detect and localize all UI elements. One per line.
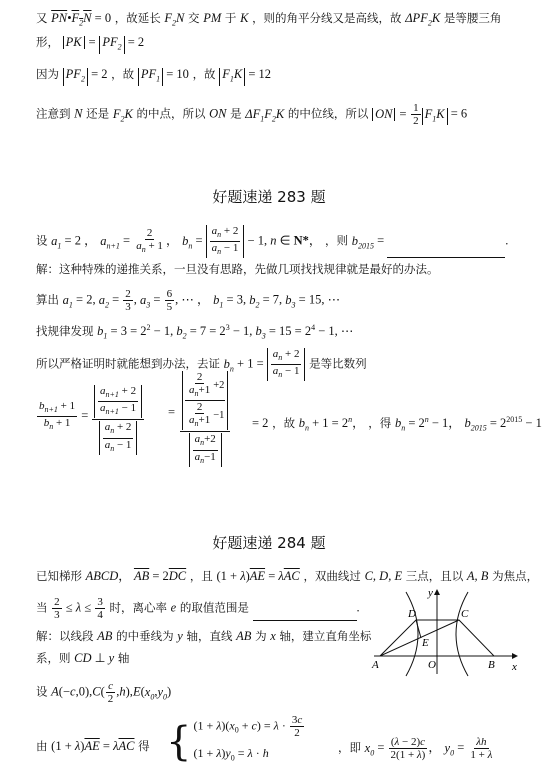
- text: 由: [36, 739, 48, 753]
- text: ，则的角平分线又是高线，故: [252, 11, 402, 25]
- text: 设: [36, 233, 48, 248]
- p284-solution-1: 解：以线段 AB 的中垂线为 y 轴，直线 AB 为 x 轴，建立直角坐标: [36, 629, 372, 643]
- text: 注意到: [36, 106, 71, 121]
- top-line-2: 形， PK = $PF_2 = 2$: [36, 35, 145, 52]
- hyperbola-right-branch: [456, 592, 468, 676]
- y-label: y: [428, 587, 433, 599]
- text: 算出: [36, 292, 59, 307]
- point-d-label: D: [408, 608, 416, 620]
- p283-solution-intro: 解：这种特殊的递推关系，一旦没有思路，先做几项找找规律就是最好的办法。: [36, 262, 439, 276]
- text: 系，则: [36, 651, 71, 665]
- point-c-label: C: [461, 608, 469, 620]
- text: 为焦点，: [492, 569, 539, 583]
- p284-question-1: 已知梯形 ABCD， $\overline{AB} = 2\overline{DC}$ ，且 $(1 + \lambda)\overline{AE} = \lambda\overline{AC}$ ，双曲线过 C, D, E 三点，且以 A, B 为焦点，: [36, 569, 539, 583]
- text: ，得: [368, 416, 392, 431]
- p283-calc: 算出 $a_1 = 2$, $a_2$ = $\frac{2}{3}$ , $a_3$ = $\frac{6}{5}$ , ⋯ ， $b_1 = 3$, $b_2 = 7$, $b_3 = 15$, ⋯: [36, 288, 341, 313]
- text: 于: [224, 11, 237, 25]
- text: 所以严格证明时就能想到办法，去证: [36, 356, 220, 371]
- text: 找规律发现: [36, 324, 94, 339]
- problem-284-title: 好题速递 284 题: [212, 534, 326, 552]
- p283-ratio-rhs: $\frac{2}{a_n+1}$ +2 $\frac{2}{a_n+1}$ −1 $\frac{a_n+2}{a_n-1}$: [180, 370, 230, 468]
- text: ，故: [272, 416, 296, 431]
- text: 轴，建立直角坐标: [279, 629, 372, 643]
- text: 时，离心率: [109, 600, 167, 615]
- point-a-label: A: [372, 659, 379, 671]
- hyperbola-left-branch: [406, 592, 418, 676]
- p283-ratio-mid: $\frac{\frac{a_{n+1} + 2}{a_{n+1} - 1}}{\frac{a_n + 2}{a_n - 1}}$: [92, 384, 144, 456]
- answer-blank[interactable]: [253, 620, 357, 621]
- p283-prove: 所以严格证明时就能想到办法，去证 $b_n + 1$ = $\frac{a_n + 2}{a_n - 1}$ 是等比数列: [36, 348, 367, 380]
- top-line-4: 注意到 N 还是 $F_2K$ 的中点，所以 ON 是 $\Delta F_1F_2K$ 的中位线，所以 ON = $\frac{1}{2}$ $F_1K = 6$: [36, 102, 468, 127]
- p284-solve: ，即 $x_0$ = $\frac{(\lambda - 2)c}{2(1 + \lambda)}$ ， $y_0$ = $\frac{\lambda h}{1 + \lambda}$: [338, 736, 493, 761]
- x-axis-arrow: [512, 653, 518, 659]
- text: 已知梯形: [36, 569, 82, 583]
- text: 还是: [86, 106, 110, 121]
- text: 解：以线段: [36, 629, 94, 643]
- answer-blank[interactable]: [387, 257, 505, 258]
- text: 为: [255, 629, 267, 643]
- text: 交: [188, 11, 200, 25]
- text: 轴: [117, 651, 130, 665]
- text: 是: [230, 106, 242, 121]
- text: 的中垂线为: [116, 629, 174, 643]
- text: ，则: [325, 233, 349, 248]
- x-label: x: [512, 661, 517, 673]
- origin-label: O: [428, 659, 436, 671]
- p283-ratio-lhs: $\frac{b_{n+1} + 1}{b_n + 1}$ =: [39, 400, 89, 432]
- text: 的中点，所以: [136, 106, 206, 121]
- p284-question-2: 当 $\frac{2}{3}$ ≤ λ ≤ $\frac{3}{4}$ 时，离心率 e 的取值范围是 .: [36, 596, 360, 621]
- text: ，双曲线过: [303, 569, 361, 583]
- text: 因为: [36, 67, 59, 81]
- hyperbola-figure: [372, 586, 522, 676]
- point-b-label: B: [488, 659, 495, 671]
- text: ，即: [338, 740, 361, 755]
- text: 的中位线，所以: [287, 106, 369, 121]
- problem-283-title: 好题速递 283 题: [212, 188, 326, 206]
- p284-solution-2: 系，则 CD ⊥ y 轴: [36, 651, 130, 665]
- text: ，故: [192, 67, 216, 81]
- text: 是等腰三角: [443, 11, 502, 25]
- text: 又: [36, 11, 48, 25]
- p283-question: 设 $a_1 = 2$ ， $a_{n+1}$ = $\frac{2}{a_n + 1}$ ， $b_n$ = $\frac{a_n + 2}{a_n - 1}$ − 1, n ∈ N*， ，则 $b_{2015}$ = .: [36, 225, 509, 257]
- top-line-3: 因为 $PF_2 = 2$ ，故 $PF_1 = 10$ ，故 $F_1K = 12$: [36, 67, 272, 84]
- text: 是等比数列: [309, 356, 367, 371]
- text: ，故延长: [114, 11, 161, 25]
- p284-by: 由 $(1 + \lambda)\overline{AE} = \lambda\overline{AC}$ 得: [36, 739, 150, 753]
- p284-set: 设 A(−c,0),C( $\frac{c}{2}$ $,h),E(x_0,y_0)$: [36, 680, 172, 705]
- point-e-label: E: [422, 637, 429, 649]
- p284-system: { $(1 + \lambda)(x_0 + c) = \lambda$ · $\frac{3c}{2}$ $(1 + \lambda)y_0 = \lambda \cdot h$: [166, 714, 303, 765]
- segment-de: [416, 620, 421, 638]
- text: ，且: [189, 569, 213, 583]
- diagonal-ac: [380, 620, 459, 656]
- p283-result: = 2 ，故 $b_n + 1 = 2^n$， ，得 $b_n = 2^n - 1$， $b_{2015} = 2^{2015} - 1$: [252, 415, 542, 433]
- text: 设: [36, 684, 48, 699]
- text: 轴，直线: [186, 629, 233, 643]
- y-axis-arrow: [434, 589, 440, 595]
- text: ，故: [111, 67, 135, 81]
- p283-pattern: 找规律发现 $b_1 = 3 = 2^2 - 1$, $b_2 = 7 = 2^3 - 1$, $b_3 = 15 = 2^4 - 1$, ⋯: [36, 323, 354, 341]
- text: 形，: [36, 35, 59, 49]
- p283-eq: =: [168, 405, 176, 419]
- top-line-1: 又 $\overline{PN}•F_2N = 0$ ，故延长 $F_2N$ 交 PM 于 K ，则的角平分线又是高线，故 $\Delta PF_2K$ 是等腰三角: [36, 11, 502, 28]
- text: 的取值范围是: [179, 600, 249, 615]
- text: 三点，且以: [405, 569, 464, 583]
- text: 得: [138, 739, 150, 753]
- text: 当: [36, 600, 48, 615]
